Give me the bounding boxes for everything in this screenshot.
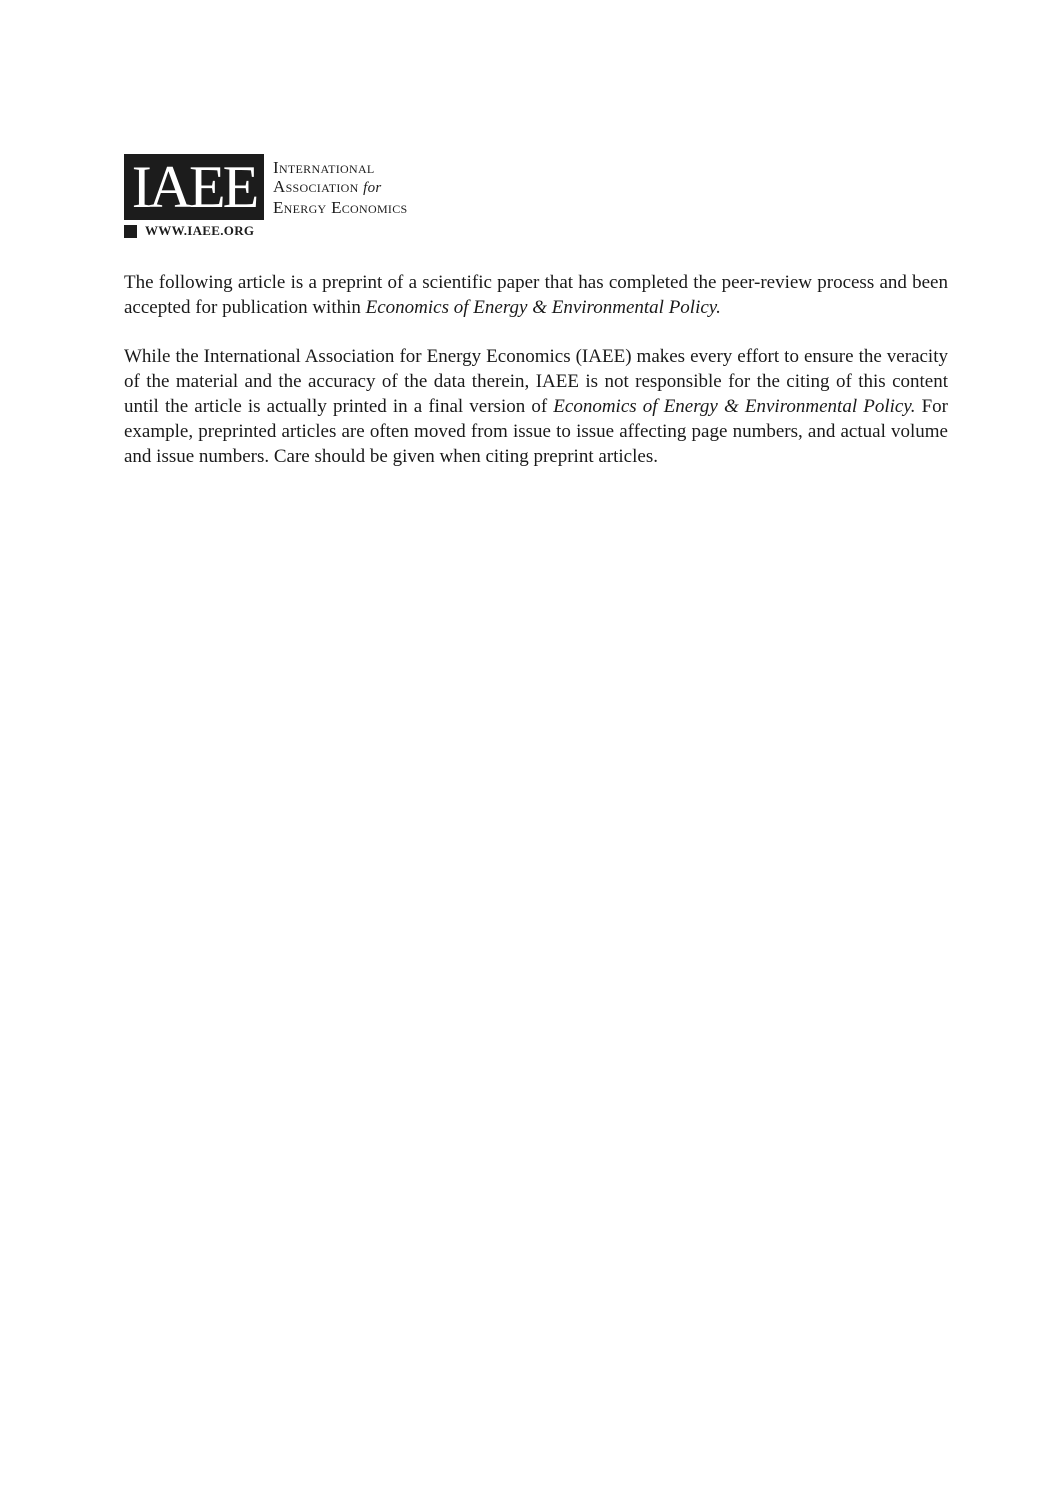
- logo-org-line-1: International: [273, 158, 375, 177]
- logo-org-line-3: Energy Economics: [273, 198, 408, 217]
- logo-website-text: WWW.IAEE.ORG: [145, 223, 255, 238]
- iaee-logo: [124, 154, 454, 240]
- journal-title: Economics of Energy & Environmental Policy.: [553, 396, 916, 417]
- logo-square-icon: [124, 225, 137, 238]
- logo-mark-text: IAEE: [131, 154, 257, 220]
- disclaimer-text-a: While the International Association for Energy Economics (IAEE) makes every effort to ensure the veracity of the material and the accuracy of the data therein, IAEE is not responsible for the citing of this content until the article is actually printed in a final version of: [124, 346, 948, 417]
- logo-org-line-2: [273, 177, 408, 198]
- logo-organization-name: [273, 158, 408, 217]
- logo-website: [124, 224, 254, 238]
- disclaimer-text-b: For example, preprinted articles are often moved from issue to issue affecting page numbers, and actual volume and issue numbers. Care should be given when citing preprint articles.: [124, 396, 948, 467]
- logo-mark: [124, 154, 264, 220]
- logo-org-line-2-for: for: [363, 180, 382, 196]
- preprint-notice-text: The following article is a preprint of a scientific paper that has completed the peer-review process and been accepted for publication within: [124, 272, 948, 318]
- disclaimer-paragraph: [124, 344, 948, 469]
- journal-title: Economics of Energy & Environmental Policy.: [365, 297, 721, 318]
- logo-org-line-2-a: Association: [273, 177, 364, 196]
- preprint-notice-paragraph: [124, 270, 948, 320]
